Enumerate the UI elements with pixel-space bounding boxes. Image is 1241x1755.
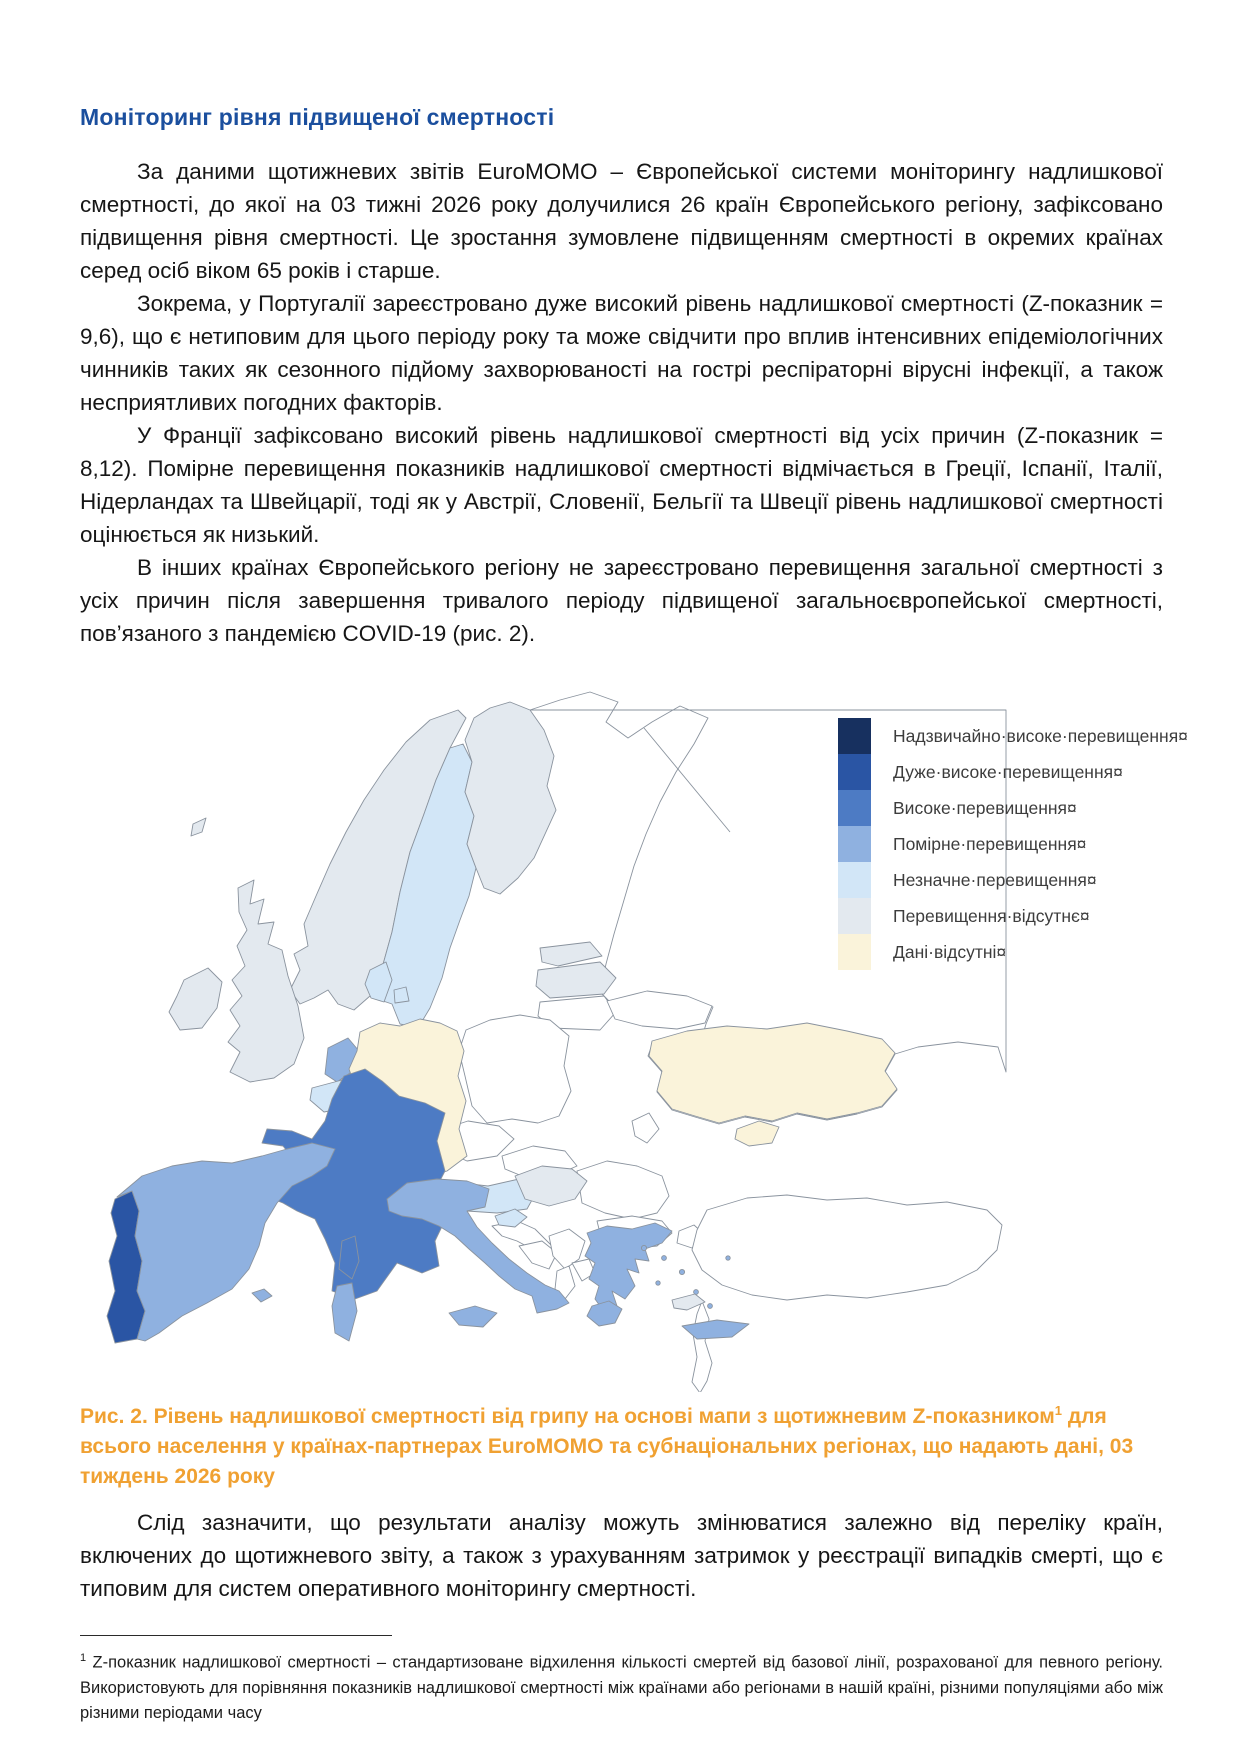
paragraph-5: Слід зазначити, що результати аналізу можуть змінюватися залежно від переліку країн, включених до щотижневого звіту, а також з урахуванням затримок у реєстрації випадків смерті, що є типовим для систем оперативного моніторингу смертності.	[80, 1510, 1163, 1601]
legend-swatch-none	[838, 898, 871, 934]
map-country-finland	[465, 702, 556, 894]
map-country-moldova	[632, 1113, 659, 1143]
figure-2-excess-mortality-map	[80, 652, 1188, 1392]
legend-item	[838, 754, 1168, 790]
legend-swatch-very-high	[838, 754, 871, 790]
paragraph-4: В інших країнах Європейського регіону не зареєстровано перевищення загальної смертності з усіх причин після завершення тривалого періоду підвищеної загальноєвропейської смертності, пов’язаного з пандемією COVID-19 (рис. 2).	[80, 555, 1163, 646]
figure-caption-text-cont: для всього населення у країнах-партнерах EuroMOMO та субнаціональних регіонах, що надають дані, 03 тиждень 2026 року	[80, 1405, 1134, 1488]
map-country-uk	[228, 880, 304, 1082]
map-legend	[838, 718, 1188, 970]
legend-item	[838, 862, 1168, 898]
map-country-faroe	[191, 818, 206, 836]
map-country-balearics	[252, 1289, 272, 1302]
legend-swatch-moderate	[838, 826, 871, 862]
map-country-estonia	[540, 942, 602, 966]
legend-swatch-extreme	[838, 718, 871, 754]
map-country-ireland	[169, 968, 222, 1030]
legend-item	[838, 826, 1168, 862]
paragraph-1: За даними щотижневих звітів EuroMOMO – Європейської системи моніторингу надлишкової смертності, до якої на 03 тижні 2026 року долучилися 26 країн Європейського регіону, зафіксовано підвищення рівня смертності. Це зростання зумовлене підвищенням смертності в окремих країнах серед осіб віком 65 років і старше.	[80, 159, 1163, 283]
legend-swatch-no-data	[838, 934, 871, 970]
map-country-crete	[682, 1320, 749, 1339]
figure-caption-text: Рис. 2. Рівень надлишкової смертності від грипу на основі мапи з щотижневим Z-показником	[80, 1405, 1055, 1428]
section-heading: Моніторинг рівня підвищеної смертності	[80, 104, 555, 130]
legend-swatch-slight	[838, 862, 871, 898]
legend-label: Надзвичайно·високе·перевищення¤	[893, 725, 1188, 746]
map-country-latvia	[536, 962, 616, 998]
map-country-denmark-islands	[394, 987, 409, 1003]
map-country-greece	[585, 1223, 672, 1313]
legend-label: Перевищення·відсутнє¤	[893, 905, 1090, 926]
map-levant-coast	[692, 1301, 712, 1392]
legend-item	[838, 898, 1168, 934]
map-country-romania	[577, 1161, 669, 1219]
legend-label: Дані·відсутні¤	[893, 941, 1007, 962]
map-country-sardinia	[332, 1283, 357, 1341]
map-country-ukraine	[649, 1023, 897, 1123]
map-country-sicily	[449, 1306, 497, 1327]
legend-item	[838, 718, 1188, 754]
footnote-number: 1	[80, 1652, 87, 1664]
legend-label: Помірне·перевищення¤	[893, 833, 1087, 854]
legend-item	[838, 934, 1168, 970]
map-country-crimea	[735, 1121, 779, 1146]
footnote-text: Z-показник надлишкової смертності – стандартизоване відхилення кількості смертей від базової лінії, розрахованої для певного регіону. Використовують для порівняння показників надлишкової смертності між країнами або регіонами в нашій країні, різними популяціями або між різними періодами часу	[80, 1653, 1163, 1722]
paragraph-3: У Франції зафіксовано високий рівень надлишкової смертності від усіх причин (Z-показник = 8,12). Помірне перевищення показників надлишкової смертності відмічається в Греції, Іспанії, Італії, Нідерландах та Швейцарії, тоді як у Австрії, Словенії, Бельгії та Швеції рівень надлишкової смертності оцінюється як низький.	[80, 423, 1163, 547]
map-country-poland	[459, 1015, 571, 1123]
legend-label: Незначне·перевищення¤	[893, 869, 1097, 890]
figure-caption	[80, 1396, 1163, 1492]
legend-label: Дуже·високе·перевищення¤	[893, 761, 1123, 782]
map-country-turkey	[692, 1195, 1002, 1300]
paragraph-2: Зокрема, у Португалії зареєстровано дуже високий рівень надлишкової смертності (Z-показник = 9,6), що є нетиповим для цього періоду року та може свідчити про вплив інтенсивних епідеміологічних чинників таких як сезонного підйому захворюваності на гострі респіраторні вірусні інфекції, а також несприятливих погодних факторів.	[80, 291, 1163, 415]
legend-item	[838, 790, 1168, 826]
map-country-spain	[117, 1143, 335, 1341]
legend-swatch-high	[838, 790, 871, 826]
footnote-separator	[80, 1635, 392, 1636]
footnote-1	[80, 1646, 1163, 1726]
figure-caption-footnote-ref: 1	[1054, 1403, 1062, 1418]
legend-label: Високе·перевищення¤	[893, 797, 1077, 818]
